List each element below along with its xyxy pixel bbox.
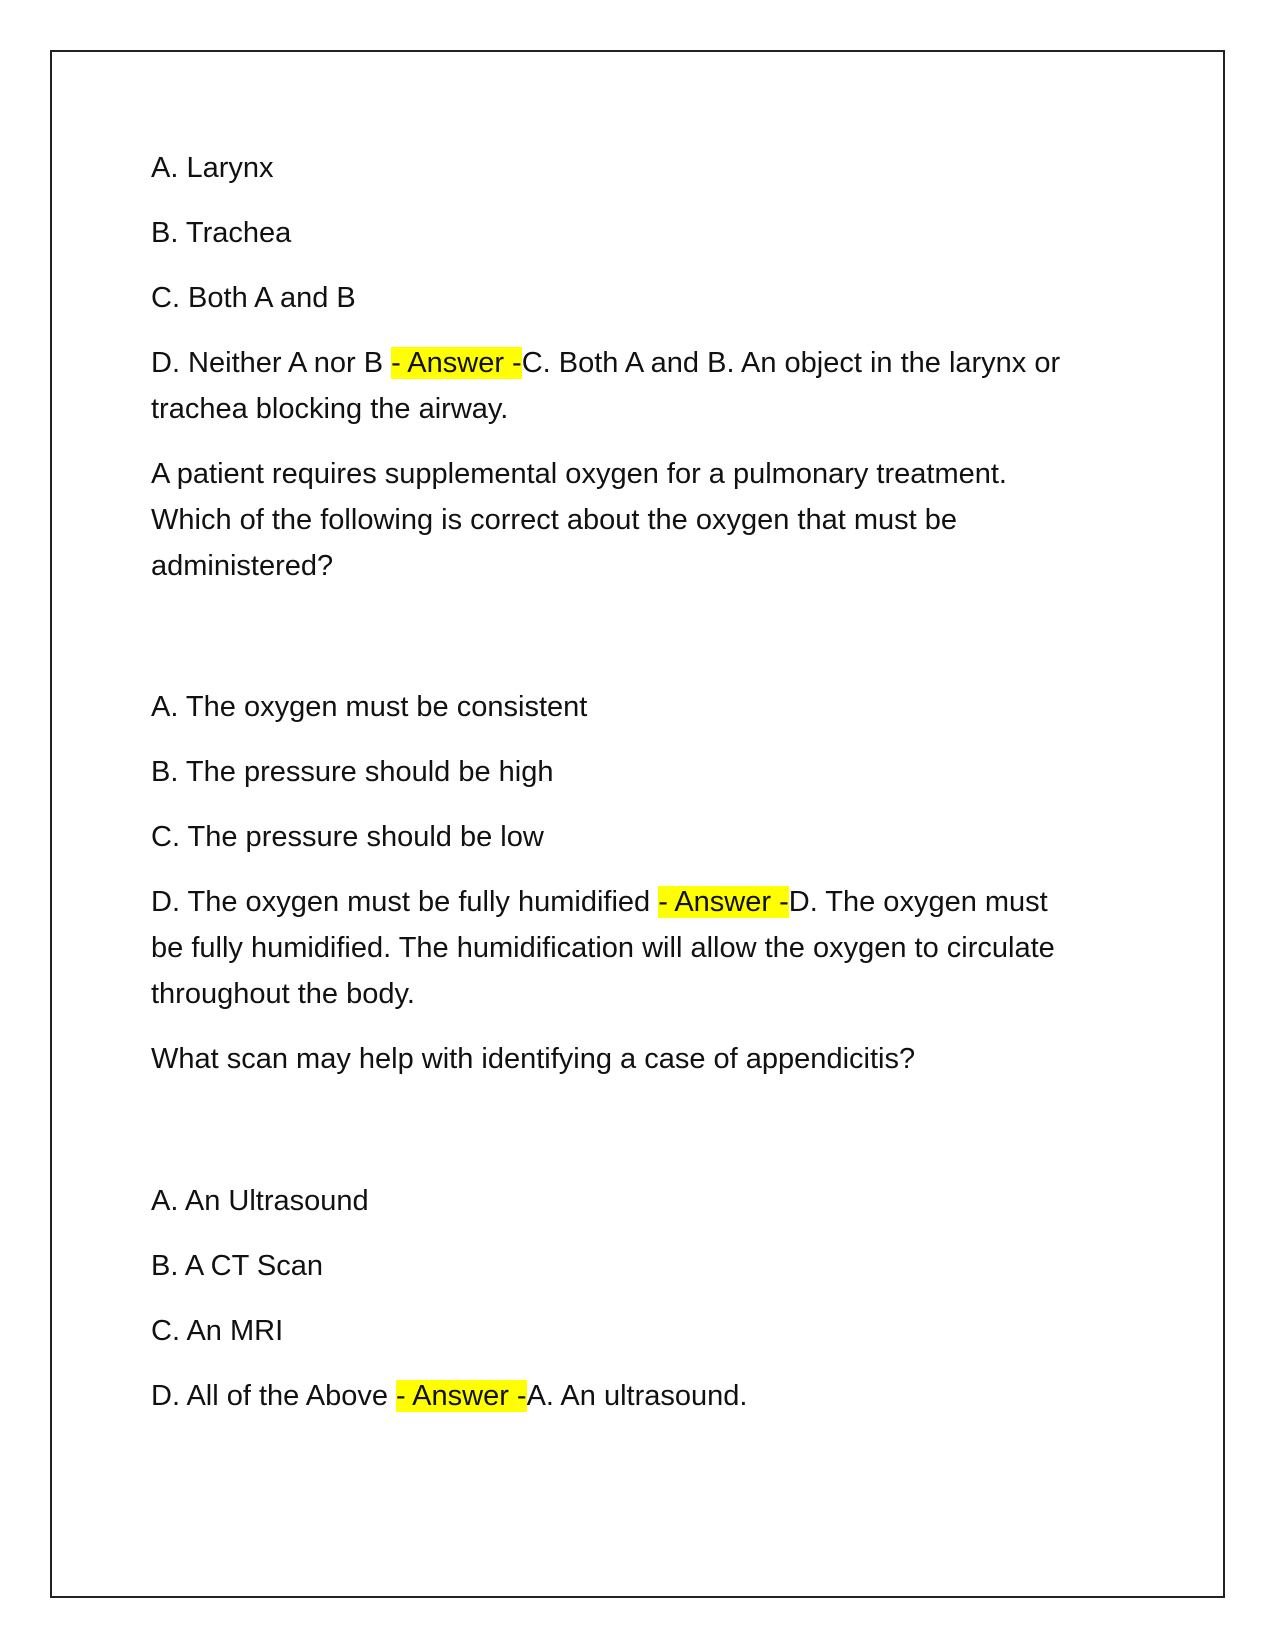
q1-option-a: A. Larynx	[151, 152, 274, 184]
q1-option-d: D. Neither A nor B	[151, 347, 392, 379]
q3-option-c: C. An MRI	[151, 1315, 284, 1347]
q3-answer-marker: - Answer -	[396, 1380, 527, 1412]
q2-option-a: A. The oxygen must be consistent	[151, 691, 588, 723]
q2-answer-text-cont-1: be fully humidified. The humidification will allow the oxygen to circulate	[151, 932, 1055, 964]
q1-option-b: B. Trachea	[151, 217, 292, 249]
q3-option-b: B. A CT Scan	[151, 1250, 323, 1282]
q2-answer-marker: - Answer -	[658, 886, 789, 918]
q2-option-b: B. The pressure should be high	[151, 756, 554, 788]
q3-option-d-line	[151, 1373, 1141, 1419]
q2-answer-text-cont-2: throughout the body.	[151, 978, 415, 1010]
q2-question-line-1: A patient requires supplemental oxygen for a pulmonary treatment.	[151, 458, 1007, 490]
q2-answer-text: D. The oxygen must	[788, 886, 1048, 918]
q2-option-c: C. The pressure should be low	[151, 821, 544, 853]
q3-option-d: D. All of the Above	[151, 1380, 397, 1412]
q1-answer-marker: - Answer -	[391, 347, 522, 379]
q2-question-line-2: Which of the following is correct about the oxygen that must be	[151, 504, 957, 536]
q2-question-line-3: administered?	[151, 550, 334, 582]
q1-option-c: C. Both A and B	[151, 282, 356, 314]
q1-answer-text-cont: trachea blocking the airway.	[151, 393, 509, 425]
q3-option-a: A. An Ultrasound	[151, 1185, 369, 1217]
q3-answer-text: A. An ultrasound.	[526, 1380, 748, 1412]
q3-question: What scan may help with identifying a case of appendicitis?	[151, 1043, 916, 1075]
q2-option-d: D. The oxygen must be fully humidified	[151, 886, 659, 918]
q1-answer-text: C. Both A and B. An object in the larynx or	[521, 347, 1061, 379]
q2-option-d-line	[151, 879, 1141, 925]
q1-option-d-line	[151, 340, 1141, 386]
